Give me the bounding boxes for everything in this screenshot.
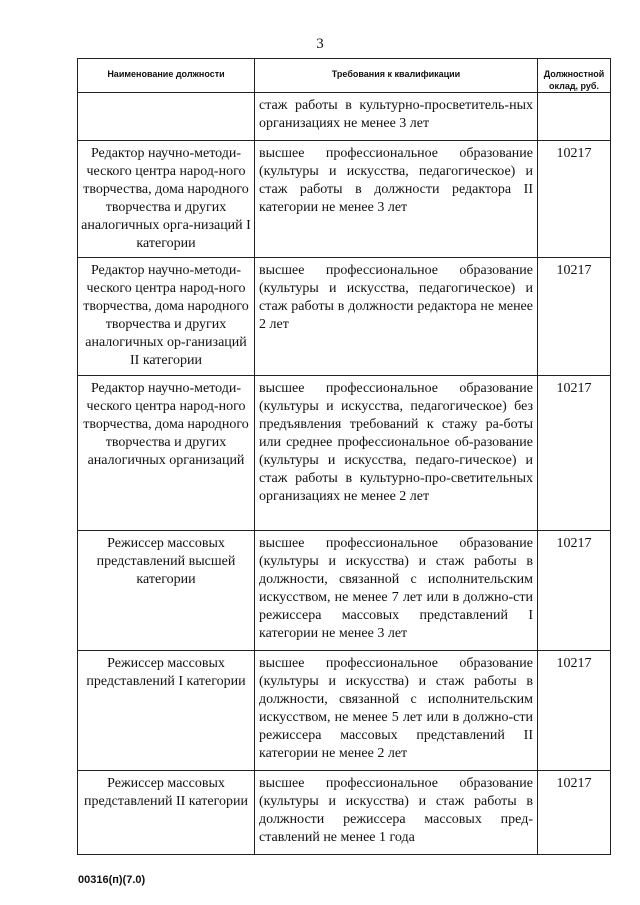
qualification-table: [77, 58, 611, 855]
requirements-cell: высшее профессиональное образование (культуры и искусства) и стаж работы в должности, связанной с исполнительским искусством, не менее 7 лет или в должно-сти режиссера массовых представлений I категории не менее 3 лет: [255, 531, 538, 651]
table-row: [78, 651, 611, 771]
position-cell: Режиссер массовых представлений высшей категории: [78, 531, 255, 651]
position-cell: Редактор научно-методи-ческого центра народ-ного творчества, дома народного творчества и других аналогичных организаций: [78, 376, 255, 531]
requirements-cell: высшее профессиональное образование (культуры и искусства) и стаж работы в должности режиссера массовых пред-ставлений не менее 1 года: [255, 771, 538, 855]
salary-cell: 10217: [538, 531, 611, 651]
header-position: Наименование должности: [78, 59, 255, 93]
salary-cell: 10217: [538, 258, 611, 376]
table-row: [78, 93, 611, 141]
header-requirements: Требования к квалификации: [255, 59, 538, 93]
salary-cell: 10217: [538, 141, 611, 258]
requirements-cell: высшее профессиональное образование (культуры и искусства, педагогическое) и стаж работы в должности редактора II категории не менее 3 лет: [255, 141, 538, 258]
requirements-cell: высшее профессиональное образование (культуры и искусства, педагогическое) и стаж работы в должности редактора не менее 2 лет: [255, 258, 538, 376]
position-cell: Режиссер массовых представлений II категории: [78, 771, 255, 855]
table-row: [78, 376, 611, 531]
requirements-cell: высшее профессиональное образование (культуры и искусства, педагогическое) без предъявления требований к стажу ра-боты или среднее профессиональное об-разование (культуры и искусства, педаго-гическое) и стаж работы в культурно-про-светительных организациях не менее 2 лет: [255, 376, 538, 531]
document-code: 00316(п)(7.0): [78, 874, 146, 886]
table-row: [78, 141, 611, 258]
salary-cell: 10217: [538, 771, 611, 855]
salary-cell: 10217: [538, 651, 611, 771]
table-row: [78, 258, 611, 376]
position-cell: Редактор научно-методи-ческого центра народ-ного творчества, дома народного творчества и других аналогичных орга-низаций I категории: [78, 141, 255, 258]
requirements-cell: стаж работы в культурно-просветитель-ных организациях не менее 3 лет: [255, 93, 538, 141]
table-row: [78, 531, 611, 651]
header-salary: Должностной оклад, руб.: [538, 59, 611, 93]
table-header-row: [78, 59, 611, 93]
position-cell: Режиссер массовых представлений I категории: [78, 651, 255, 771]
page-number: 3: [316, 36, 324, 52]
position-cell: Редактор научно-методи-ческого центра народ-ного творчества, дома народного творчества и других аналогичных ор-ганизаций II категории: [78, 258, 255, 376]
salary-cell: 10217: [538, 376, 611, 531]
requirements-cell: высшее профессиональное образование (культуры и искусства) и стаж работы в должности, связанной с исполнительским искусством, не менее 5 лет или в должно-сти режиссера массовых представлений II категории не менее 2 лет: [255, 651, 538, 771]
position-cell: [78, 93, 255, 141]
table-row: [78, 771, 611, 855]
salary-cell: [538, 93, 611, 141]
